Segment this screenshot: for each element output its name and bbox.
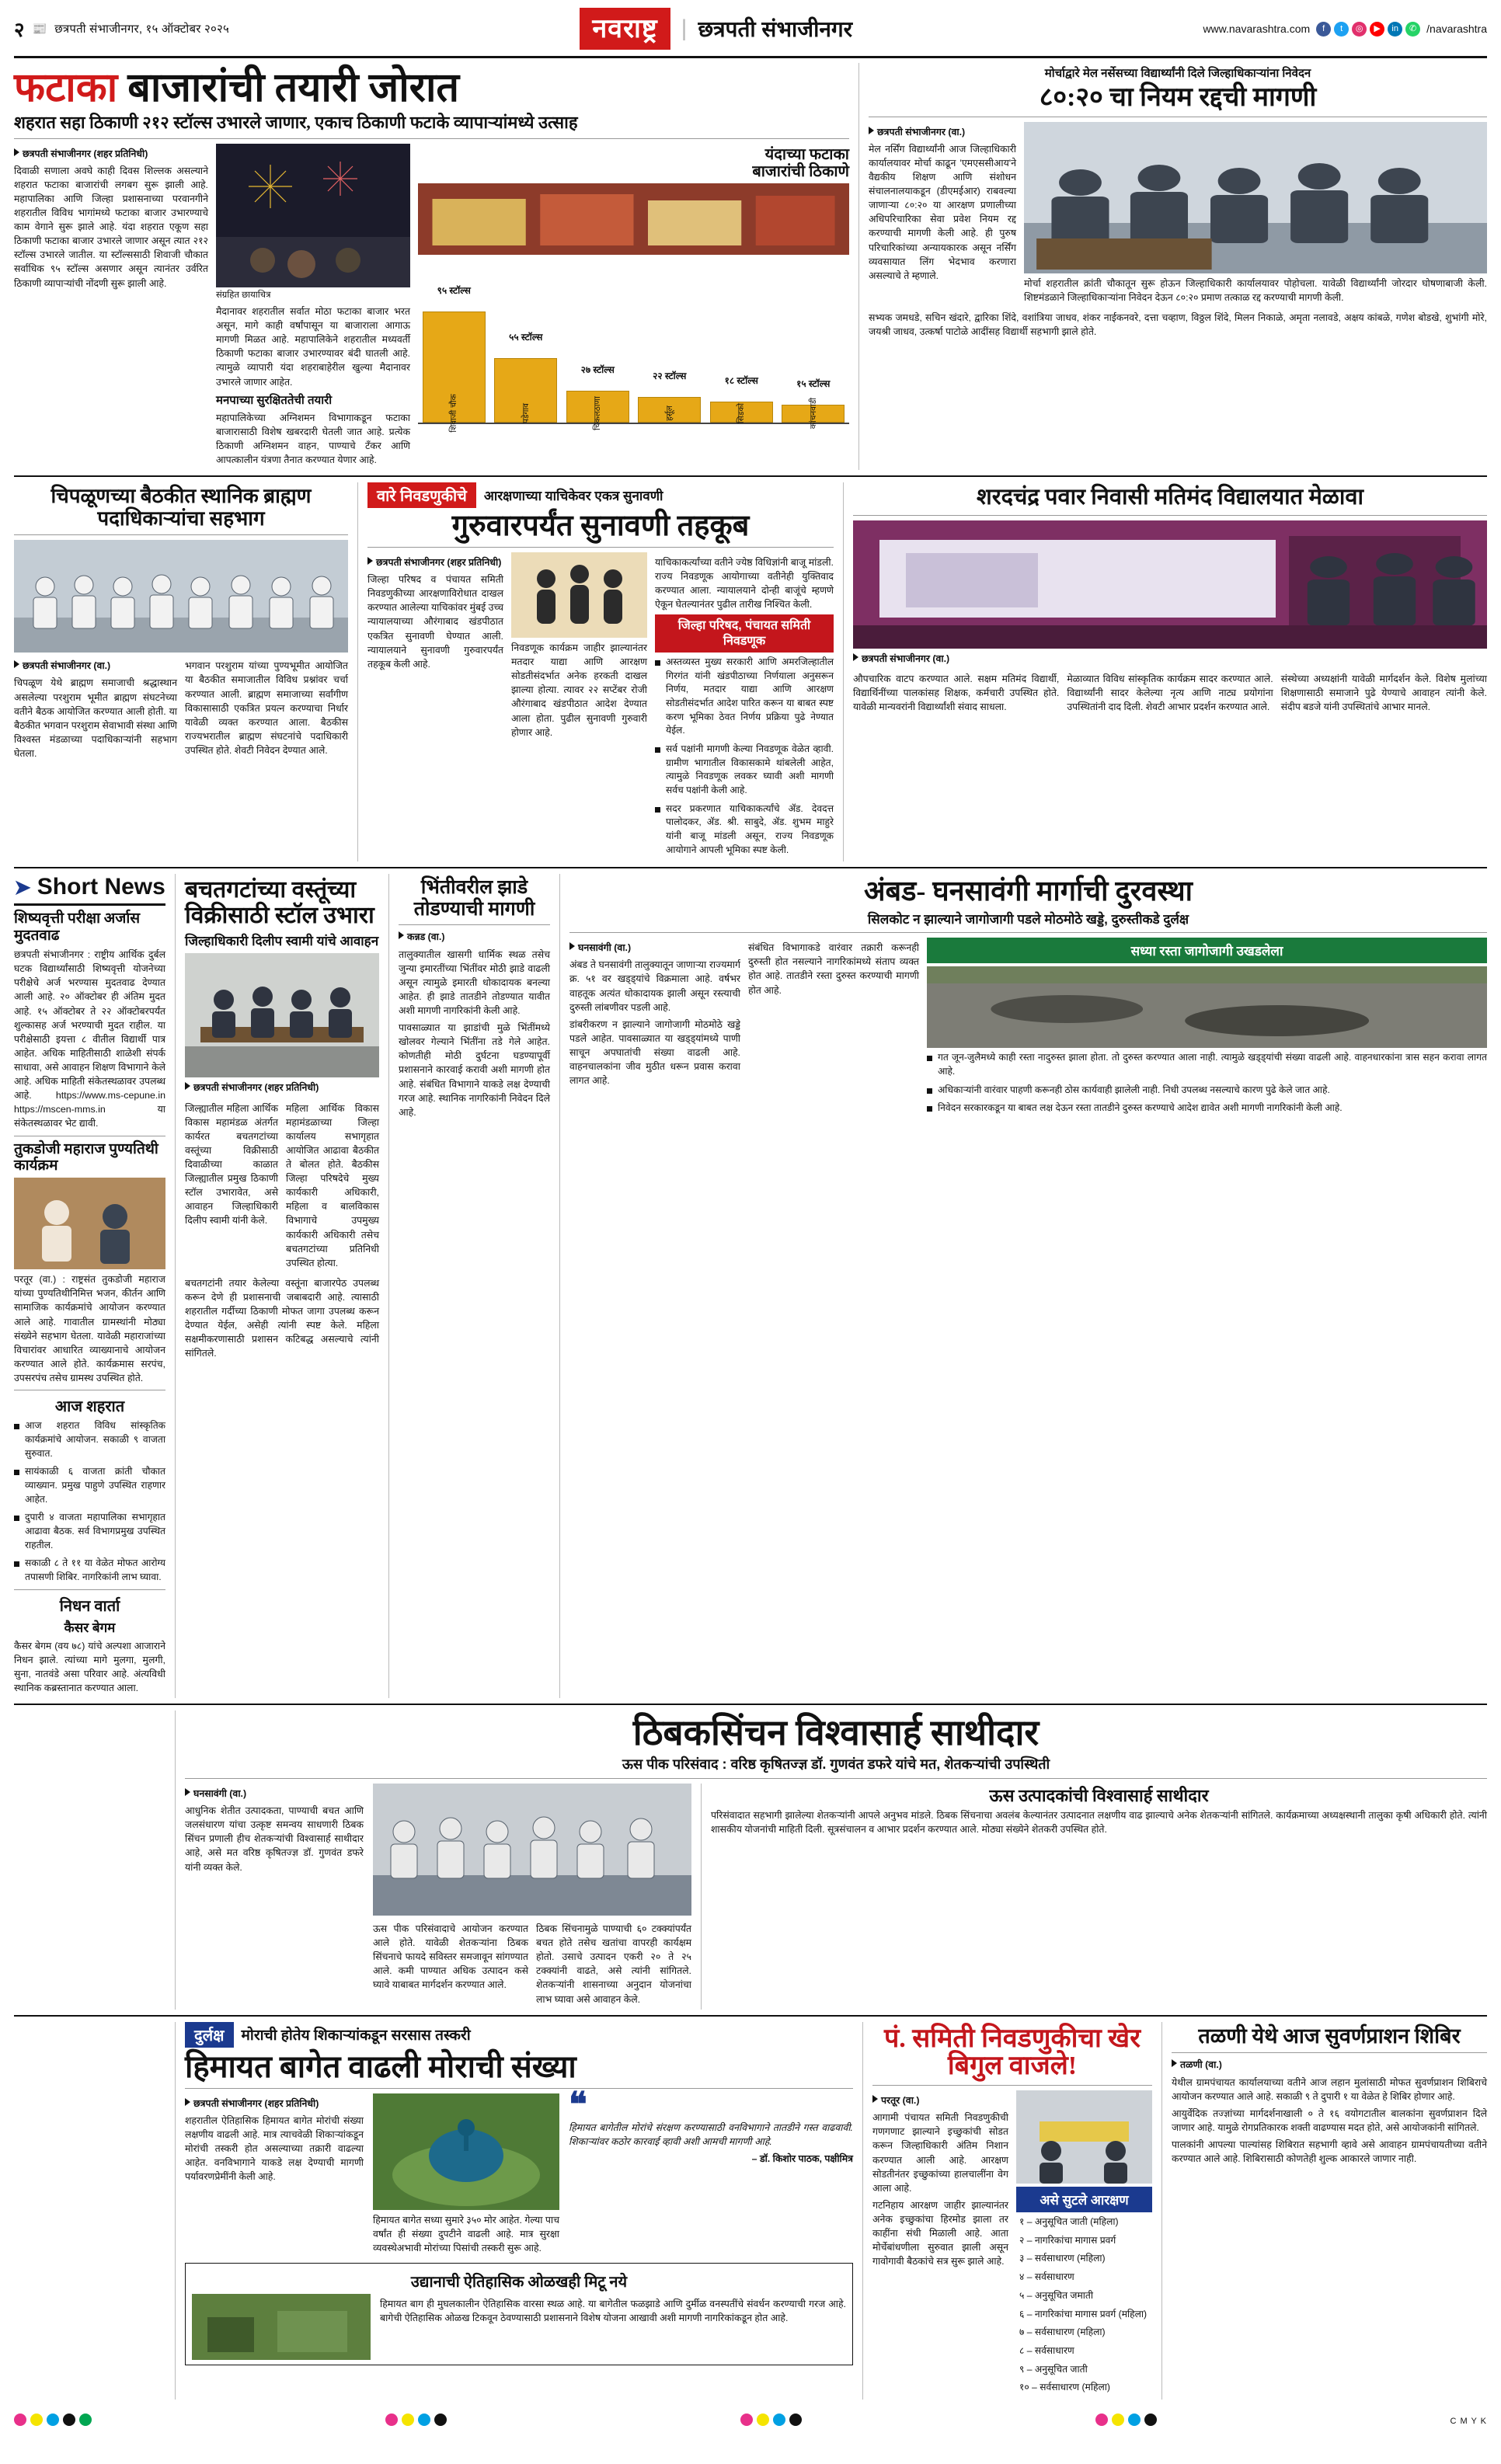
lead-body-2: मैदानावर शहरातील सर्वात मोठा फटाका बाजार भरत असून, मागे काही वर्षांपासून या बाजाराला आगाऊ मागणी मिळत आहे. महापालिकेने शहरातील मध्यवर्ती ठिकाणी फटाका बाजार उभारण्यावर बंदी घातली आहे. त्यामुळे व्यापारी यंदा शहराबाहेरील खुल्या मैदानावर उभारले जाणार आहेत. [216, 306, 410, 388]
thibak-band [14, 1711, 1487, 2010]
newspaper-logo: नवराष्ट्र [580, 8, 670, 50]
short-news-item-1-body: छत्रपती संभाजीनगर : राष्ट्रीय आर्थिक दुर्बल घटक विद्यार्थ्यांसाठी शिष्यवृत्ती योजनेच्या परीक्षेचे अर्ज भरण्यास मुदतवाढ देण्यात आली आहे. २० ऑक्टोबर ही अंतिम मुदत आहे. १५ ऑक्टोबर ते २२ ऑक्टोबरपर्यंत शुल्कासह अर्ज भरण्याची मुदत राहील. या परीक्षेसाठी इयत्ता ८ वीतील विद्यार्थी पात्र आहेत. अधिक माहितीसाठी शाळेशी संपर्क साधावा, असे आवाहन शिक्षण विभागाने केले आहे. अधिक माहिती संकेतस्थळावर उपलब्ध आहे. https://www.ms-cepune.in https://mscen-mms.in या संकेतस्थळावर भेट द्यावी. [14, 949, 165, 1129]
zp-band: जिल्हा परिषद, पंचायत समिती निवडणूक [655, 614, 834, 652]
chiplun-body-1: चिपळूण येथे ब्राह्मण समाजाची श्रद्धास्थान असलेल्या परशुराम भूमीत ब्राह्मण संघटनेच्या वतीने बैठक आयोजित करण्यात आली होती. या बैठकीत भगवान परशुराम सेवाभावी संस्था आणि विश्वस्त मंडळाच्या पदाधिकाऱ्यांनी सहभाग घेतला. [14, 677, 177, 759]
whatsapp-icon[interactable]: ✆ [1405, 22, 1420, 37]
story-panchayat [872, 2022, 1152, 2400]
lead-headline-accent: फटाका [14, 66, 118, 110]
durlaksh-sub-photo [192, 2294, 371, 2360]
reservation-item-6: ६ – नागरिकांचा मागास प्रवर्ग (महिला) [1019, 2308, 1148, 2320]
chart-bar [566, 364, 629, 430]
chart-bar [638, 370, 701, 423]
ambad-body-1: अंबड ते घनसावंगी तालुक्यातून जाणाऱ्या राज्यमार्ग क्र. ५१ वर खड्ड्यांचे विक्रमाला आहे. वर्षभर वाहतूक अत्यंत धोकादायक झाली असून रस्त्याची दुरुस्ती लांबणीवर पडली आहे. [569, 959, 740, 1013]
short-news-title: Short News [37, 874, 165, 900]
chart-bar-value: १५ स्टॉल्स [796, 378, 831, 390]
talni-byline-para [1172, 2058, 1487, 2072]
lead-body-3: महापालिकेच्या अग्निशमन विभागाकडून फटाका बाजारासाठी विशेष खबरदारी घेतली जात आहे. प्रत्येक ठिकाणी अग्निशमन वाहन, पाण्याचे टँकर आणि आपत्कालीन यंत्रणा तैनात करण्यात येणार आहे. [216, 412, 410, 466]
durlaksh-tag: दुर्लक्ष [185, 2022, 234, 2048]
bachatgat-subhead: जिल्हाधिकारी दिलीप स्वामी यांचे आवाहन [185, 934, 379, 949]
nidhan-varta-body: कैसर बेगम (वय ७८) यांचे अल्पशा आजाराने निधन झाले. त्यांच्या मागे मुलगा, मुलगी, सुना, नातवंडे असा परिवार आहे. अंत्यविधी स्थानिक कब्रस्तानात करण्यात आला. [14, 1640, 165, 1694]
chart-bar-label: चिकलठाणा [593, 395, 603, 430]
aarakshan-body-2: निवडणूक कार्यक्रम जाहीर झाल्यानंतर मतदार याद्या आणि आरक्षण सोडतीसंदर्भात अनेक हरकती दाखल झाल्या होत्या. त्यावर २२ सप्टेंबर रोजी औरंगाबाद खंडपीठात आदेश देण्यात आला होता. पुढील सुनावणी गुरुवारी होणार आहे. [511, 642, 647, 738]
aarakshan-body-3: याचिकाकर्त्यांच्या वतीने ज्येष्ठ विधिज्ञांनी बाजू मांडली. राज्य निवडणूक आयोगाच्या वतीनेही युक्तिवाद करण्यात आला. न्यायालयाने दोन्ही बाजूंचे म्हणणे ऐकून घेतल्यानंतर पुढील तारीख निश्चित केली. [655, 557, 834, 611]
top-right-body-2: मोर्चा शहरातील क्रांती चौकातून सुरू होऊन जिल्हाधिकारी कार्यालयावर पोहोचला. यावेळी विद्यार्थ्यांनी जोरदार घोषणाबाजी केली. शिष्टमंडळाने जिल्हाधिकाऱ्यांना निवेदन देऊन ८०:२० प्रमाण तत्काळ रद्द करण्याची मागणी केली. [1024, 277, 1487, 303]
lead-subhead-mid: मनपाच्या सुरक्षिततेची तयारी [216, 393, 333, 407]
bottom-left-spacer [14, 2022, 165, 2400]
lead-col-a [14, 144, 208, 471]
footer-marks [14, 2407, 1487, 2435]
chiplun-headline: चिपळूणच्या बैठकीत स्थानिक ब्राह्मण पदाधिकाऱ्यांचा सहभाग [50, 485, 312, 530]
ambad-bullet-3: निवेदन सरकारकडून या बाबत लक्ष देऊन रस्ता तातडीने दुरुस्त करण्याचे आदेश द्यावेत अशी मागणी नागरिकांनी केली आहे. [927, 1101, 1487, 1115]
chiplun-byline: छत्रपती संभाजीनगर (वा.) [23, 660, 111, 672]
reg-dots-left [14, 2407, 92, 2435]
chart-bar-label: शिवाजी चौक [449, 393, 459, 433]
lead-headline [14, 68, 849, 109]
ambad-bullet-list [927, 1051, 1487, 1115]
top-right-col-b [1024, 122, 1487, 308]
story-talni [1172, 2022, 1487, 2400]
ambad-body-3: संबंधित विभागाकडे वारंवार तक्रारी करूनही दुरुस्ती होत नसल्याने नागरिकांमध्ये संताप व्यक्त होत आहे. तातडीने रस्ता दुरुस्त करण्याची मागणी होत आहे. [748, 942, 919, 996]
story-ambad [569, 874, 1487, 1698]
bhinti-body-1: तालुक्यातील खासगी धार्मिक स्थळ तसेच जुन्या इमारतींच्या भिंतींवर मोठी झाडे वाढली असून त्यामुळे इमारती धोकादायक बनल्या आहेत. ही झाडे तातडीने तोडण्यात यावीत अशी मागणी नागरिकांनी केली आहे. [399, 948, 550, 1017]
reg-dots-mid2 [740, 2407, 802, 2435]
reservation-item-8: ८ – सर्वसाधारण [1019, 2344, 1074, 2356]
talni-body-1: येथील ग्रामपंचायत कार्यालयाच्या वतीने आज लहान मुलांसाठी मोफत सुवर्णप्राशन शिबिराचे आयोजन करण्यात आले आहे. सकाळी ९ ते दुपारी १ या वेळेत हे शिबिर होणार आहे. [1172, 2076, 1487, 2102]
story-aarakshan [367, 482, 834, 861]
thibak-side-body: परिसंवादात सहभागी झालेल्या शेतकऱ्यांनी आपले अनुभव मांडले. ठिबक सिंचनाचा अवलंब केल्यानंतर उत्पादनात लक्षणीय वाढ झाल्याचे अनेक शेतकऱ्यांनी सांगितले. कार्यक्रमाच्या अध्यक्षस्थानी तालुका कृषी अधिकारी होते. त्यांनी शासकीय योजनांची माहिती दिली. सूत्रसंचालन व आभार प्रदर्शन करण्यात आले. मोठ्या संख्येने शेतकरी उपस्थित होते. [711, 1810, 1487, 1836]
thibak-photo-panel [373, 1784, 691, 1916]
reservation-list [1016, 2215, 1152, 2395]
ambad-body-2: डांबरीकरण न झाल्याने जागोजागी मोठमोठे खड्डे पडले आहेत. पावसाळ्यात या खड्ड्यांमध्ये पाणी साचून अपघातांची संख्या वाढली आहे. वाहनचालकांना जीव मुठीत धरून प्रवास करावा लागत आहे. [569, 1018, 740, 1087]
panchayat-photo [1016, 2090, 1152, 2184]
bachatgat-photo-meeting [185, 953, 379, 1077]
zp-bullet-1: अस्तव्यस्त मुख्य सरकारी आणि अमरजिल्हातील गिरगंत यांनी खंडपीठाच्या निर्णयाला अनुसरून निर्णय, मतदार याद्या आणि आरक्षण सोडतीसंदर्भात आदेश पारित करून या बाबत स्पष्ट करण भूमिका ठेवत निर्णय प्रक्रिया पुढे नेण्यात येईल. [655, 656, 834, 738]
reg-dots-right [1095, 2407, 1157, 2435]
lead-photo-fireworks [216, 144, 410, 287]
story-bachatgat [185, 874, 379, 1698]
bachatgat-body-2: महिला आर्थिक विकास महामंडळाच्या जिल्हा कार्यालय सभागृहात आयोजित आढावा बैठकीत ते बोलत होते. बैठकीस जिल्हा परिषदेचे मुख्य कार्यकारी अधिकारी, महिला व बालविकास विभागाचे उपमुख्य कार्यकारी अधिकारी तसेच बचतगटांच्या प्रतिनिधी उपस्थित होत्या. [286, 1102, 379, 1269]
masthead-left [14, 15, 229, 43]
aaj-shahrat-item-3: दुपारी ४ वाजता महापालिका सभागृहात आढावा बैठक. सर्व विभागप्रमुख उपस्थित राहतील. [14, 1511, 165, 1552]
thibak-byline: घनसावंगी (वा.) [193, 1788, 247, 1800]
lead-chart-block [418, 144, 849, 471]
panchayat-byline-para [872, 2093, 1008, 2107]
aaj-shahrat-list [14, 1419, 165, 1585]
thibak-left-spacer [14, 1711, 165, 2010]
durlaksh-byline: छत्रपती संभाजीनगर (शहर प्रतिनिधी) [193, 2097, 319, 2109]
chiplun-body-2: भगवान परशुराम यांच्या पुण्यभूमीत आयोजित या बैठकीत समाजातील विविध प्रश्नांवर चर्चा करण्यात आली. ब्राह्मण समाजाच्या सर्वांगीण विकासासाठी एकत्रित प्रयत्न करण्याचा निर्धार यावेळी व्यक्त करण्यात आला. बैठकीस राज्यभरातील ब्राह्मण संघटनांचे पदाधिकारी उपस्थित होते. शेवटी निवेदन देण्यात आले. [185, 660, 348, 756]
chart-bar [710, 374, 773, 423]
lead-photo-stall [418, 183, 849, 255]
short-news-photo [14, 1178, 165, 1269]
lead-col-b [216, 144, 410, 471]
chart-bar-value: १८ स्टॉल्स [724, 374, 758, 386]
story-durlaksh [185, 2022, 853, 2400]
lead-story [14, 63, 849, 470]
sharad-byline: छत्रपती संभाजीनगर (वा.) [862, 653, 950, 665]
reservation-item-4: ४ – सर्वसाधारण [1019, 2271, 1074, 2283]
chart-bar-value: २७ स्टॉल्स [580, 364, 615, 376]
zp-bullet-3: सदर प्रकरणात याचिकाकर्त्यांचे ॲड. देवदत्त पालोदकर, ॲड. श्री. साबुदे, ॲड. शुभम माहुरे यांनी बाजू मांडली असून, राज्य निवडणूक आयोगाने आपली भूमिका स्पष्ट केली. [655, 802, 834, 858]
reservation-item-9: ९ – अनुसूचित जाती [1019, 2363, 1088, 2375]
panchayat-band: असे सुटले आरक्षण [1016, 2187, 1152, 2212]
dateline: छत्रपती संभाजीनगर, १५ ऑक्टोबर २०२५ [54, 23, 229, 36]
sharad-body-2: मेळाव्यात विविध सांस्कृतिक कार्यक्रम सादर करण्यात आले. विद्यार्थ्यांनी सादर केलेल्या नृत्य आणि नाट्य प्रयोगांना उपस्थितांनी दाद दिली. शेवटी आभार प्रदर्शन करण्यात आले. [1067, 673, 1273, 713]
story-chiplun [14, 482, 348, 861]
durlaksh-body-1: शहरातील ऐतिहासिक हिमायत बागेत मोरांची संख्या लक्षणीय वाढली आहे. मात्र त्याचवेळी शिकाऱ्यांकडून मोरांची तस्करी होत असल्याच्या तक्रारी वाढल्या आहेत. वनविभागाने याकडे लक्ष देण्याची मागणी पर्यावरणप्रेमींनी केली आहे. [185, 2114, 364, 2183]
aarakshan-tag: वारे निवडणुकीचे [367, 482, 476, 508]
masthead-right [1203, 22, 1487, 37]
lead-byline: छत्रपती संभाजीनगर (शहर प्रतिनिधी) [23, 148, 148, 159]
dateline-icon: 📰 [32, 23, 47, 36]
nidhan-varta-name: कैसर बेगम [64, 1620, 116, 1635]
reservation-item-3: ३ – सर्वसाधारण (महिला) [1019, 2253, 1106, 2264]
short-news-item-1 [14, 910, 165, 1130]
ambad-bullet-1: गत जून-जुलैमध्ये काही रस्ता नादुरुस्त झाला होता. तो दुरुस्त करण्यात आला नाही. त्यामुळे खड्ड्यांची संख्या वाढली आहे. वाहनधारकांना त्रास सहन करावा लागत आहे. [927, 1051, 1487, 1078]
story-sharad [853, 482, 1487, 861]
thibak-body-2: ऊस पीक परिसंवादाचे आयोजन करण्यात आले होते. यावेळी शेतकऱ्यांना ठिबक सिंचनाचे फायदे सविस्तर समजावून सांगण्यात आले. कमी पाण्यात अधिक उत्पादन कसे घ्यावे याबाबत मार्गदर्शन करण्यात आले. [373, 1923, 528, 1991]
chart-bar-label: सिडको [737, 402, 747, 423]
sharad-byline-para [853, 652, 1487, 666]
short-news-item-1-head: शिष्यवृत्ती परीक्षा अर्जास मुदतवाढ [14, 910, 141, 945]
chart-bar [782, 378, 845, 429]
bachatgat-byline-para [185, 1081, 379, 1095]
top-right-body-1: मेल नर्सिंग विद्यार्थ्यांनी आज जिल्हाधिकारी कार्यालयावर मोर्चा काढून 'एमएससीआय'ने वैद्यकीय शिक्षण आणि संशोधन संचालनालयाकडून (डीएमईआर) राबवल्या जाणाऱ्या ८०:२० या आरक्षण प्रणालीच्या अधिपरिचारिका सेवा प्रवेश नियम रद्द करण्याची मागणी केली आहे. ही पुरुष परिचारिकांच्या अन्यायकारक असून नर्सिंग व्यवसायात लिंग भेदभाव करणारा असल्याचे ते म्हणाले. [869, 143, 1016, 281]
chart-bar-value: २२ स्टॉल्स [653, 370, 687, 381]
aarakshan-illustration [511, 552, 647, 638]
chart-bar-label: कांचनवाडी [808, 397, 818, 429]
chart-bar-value: ५५ स्टॉल्स [509, 332, 543, 343]
chart-bar [423, 285, 486, 433]
zp-bullet-list [655, 656, 834, 858]
talni-body-3: पालकांनी आपल्या पाल्यांसह शिबिरात सहभागी व्हावे असे आवाहन ग्रामपंचायतीच्या वतीने करण्यात आले आहे. शिबिरासाठी कोणतेही शुल्क आकारले जाणार नाही. [1172, 2139, 1487, 2165]
aarakshan-headline: गुरुवारपर्यंत सुनावणी तहकूब [451, 510, 750, 543]
top-block [14, 63, 1487, 470]
zp-bullet-2: सर्व पक्षांनी मागणी केल्या निवडणूक वेळेत व्हावी. ग्रामीण भागातील विकासकामे थांबलेली आहेत, त्यामुळे निवडणूक लवकर घ्यावी अशी मागणी सर्वच पक्षांनी केली आहे. [655, 743, 834, 798]
chart-heading-line2: बाजारांची ठिकाणे [752, 162, 849, 180]
ambad-bullet-2: अधिकाऱ्यांनी वारंवार पाहणी करूनही ठोस कार्यवाही झालेली नाही. निधी उपलब्ध नसल्याचे कारण पुढे केले जात आहे. [927, 1084, 1487, 1098]
lead-subhead: शहरात सहा ठिकाणी २१२ स्टॉल्स उभारले जाणार, एकाच ठिकाणी फटाके व्यापाऱ्यांमध्ये उत्साह [14, 113, 578, 133]
linkedin-icon[interactable]: in [1388, 22, 1402, 37]
sharad-headline: शरदचंद्र पवार निवासी मतिमंद विद्यालयात मेळावा [977, 485, 1363, 510]
bhinti-byline-para [399, 930, 550, 944]
durlaksh-quote: हिमायत बागेतील मोरांचे संरक्षण करण्यासाठी वनविभागाने तातडीने गस्त वाढवावी. शिकाऱ्यांवर कठोर कारवाई व्हावी अशी आमची मागणी आहे. [569, 2121, 853, 2147]
page-number: २ [14, 18, 25, 41]
panchayat-headline: पं. समिती निवडणुकीचा खेर बिगुल वाजले! [883, 2024, 1141, 2081]
top-right-byline: छत्रपती संभाजीनगर (वा.) [877, 126, 966, 137]
durlaksh-photo-peacock [373, 2093, 559, 2210]
thibak-headline: ठिबकसिंचन विश्वासार्ह साथीदार [632, 1713, 1040, 1753]
reservation-item-1: १ – अनुसूचित जाती (महिला) [1019, 2216, 1119, 2228]
bachatgat-body-1: जिल्ह्यातील महिला आर्थिक विकास महामंडळ अंतर्गत कार्यरत बचतगटांच्या वस्तूंच्या विक्रीसाठी दिवाळीच्या काळात जिल्ह्यातील प्रमुख ठिकाणी स्टॉल उभारावेत, असे आवाहन जिल्हाधिकारी दिलीप स्वामी यांनी केले. [185, 1102, 278, 1227]
reg-dots-mid1 [385, 2407, 447, 2435]
second-band [14, 482, 1487, 861]
bottom-band [14, 2022, 1487, 2400]
durlaksh-sub-head: उद्यानाची ऐतिहासिक ओळखही मिटू नये [410, 2274, 628, 2292]
talni-byline: तळणी (वा.) [1180, 2059, 1222, 2071]
facebook-icon[interactable]: f [1316, 22, 1331, 37]
ambad-photo-road [927, 966, 1487, 1048]
social-icons[interactable] [1316, 22, 1420, 37]
bachatgat-byline: छत्रपती संभाजीनगर (शहर प्रतिनिधी) [193, 1082, 319, 1094]
panchayat-body-2: गटनिहाय आरक्षण जाहीर झाल्यानंतर अनेक इच्छुकांचा हिरमोड झाला तर काहींना संधी मिळाली आहे. आता मोर्चेबांधणीला सुरुवात झाली असून गावोगावी बैठकांचे सत्र सुरू झाले आहे. [872, 2199, 1008, 2267]
chart-bar-label: हर्सूल [664, 405, 674, 421]
durlaksh-body-2: हिमायत बागेत सध्या सुमारे ३५० मोर आहेत. गेल्या पाच वर्षांत ही संख्या दुपटीने वाढली आहे. मात्र सुरक्षा व्यवस्थेअभावी मोरांच्या पिसांची तस्करी सुरू आहे. [373, 2214, 559, 2253]
top-right-kicker: मोर्चाद्वारे मेल नर्सेसच्या विद्यार्थ्यांनी दिले जिल्हाधिकाऱ्यांना निवेदन [1044, 67, 1311, 80]
lead-body-1: दिवाळी सणाला अवघे काही दिवस शिल्लक असल्याने शहरात फटाका बाजारांची लगबग सुरू झाली आहे. महापालिका आणि जिल्हा प्रशासनाच्या परवानगीने शहरातील विविध भागांमध्ये फटाका बाजार उभारण्याचे काम वेगाने सुरू झाले आहे. यंदा शहरात एकूण सहा ठिकाणी फटाका बाजार उभारले जाणार असून त्यात २१२ स्टॉल्स उभारले जातील. या स्टॉल्ससाठी शिवाजी चौकात सर्वाधिक ९५ स्टॉल्स असणार असून त्यानंतर उर्वरित ठिकाणी व्यापाऱ्यांची नोंदणी सुरू झाली आहे. [14, 165, 208, 289]
short-news-item-2-head: तुकडोजी महाराज पुण्यतिथी कार्यक्रम [14, 1140, 158, 1175]
talni-headline: तळणी येथे आज सुवर्णप्राशन शिबिर [1198, 2024, 1461, 2048]
lead-byline-para [14, 147, 208, 161]
reservation-item-5: ५ – अनुसूचित जमाती [1019, 2289, 1094, 2301]
sharad-photo-event [853, 520, 1487, 649]
panchayat-body-1: आगामी पंचायत समिती निवडणुकीची गणगणाट झाल्याने इच्छुकांची सोडत करून जिल्हाधिकारी अंतिम निशान करण्यात आली आहे. आरक्षण सोडतीनंतर इच्छुकांच्या हालचालींना वेग आला आहे. [872, 2112, 1008, 2194]
reservation-item-7: ७ – सर्वसाधारण (महिला) [1019, 2327, 1106, 2338]
ambad-byline: घनसावंगी (वा.) [578, 942, 632, 954]
chiplun-photo-group [14, 540, 348, 653]
panchayat-byline: परतूर (वा.) [881, 2095, 920, 2107]
short-news-header [14, 874, 165, 906]
thibak-side-head: ऊस उत्पादकांची विश्वासार्ह साथीदार [989, 1786, 1209, 1806]
third-band [14, 874, 1487, 1698]
bhinti-byline: कन्नड (वा.) [407, 931, 445, 943]
thibak-body-3: ठिबक सिंचनामुळे पाण्याची ६० टक्क्यांपर्यंत बचत होते तसेच खतांचा वापरही कार्यक्षम होतो. उसाचे उत्पादन एकरी २० ते २५ टक्क्यांनी वाढते, असे त्यांनी सांगितले. शेतकऱ्यांनी शासनाच्या अनुदान योजनांचा लाभ घ्यावा असे आवाहन केले. [536, 1923, 691, 2005]
thibak-body-1: आधुनिक शेतीत उत्पादकता, पाण्याची बचत आणि जलसंधारण यांचा उत्कृष्ट समन्वय साधणारी ठिबक सिंचन प्रणाली हीच शेतकऱ्यांची विश्वासार्ह साथीदार आहे, असे मत वरिष्ठ कृषितज्ज्ञ डॉ. गुणवंत डफरे यांनी व्यक्त केले. [185, 1805, 364, 1873]
masthead [14, 8, 1487, 58]
ambad-subhead: सिलकोट न झाल्याने जागोजागी पडले मोठमोठे खड्डे, दुरुस्तीकडे दुर्लक्ष [867, 912, 1189, 927]
talni-body-2: आयुर्वेदिक तज्ज्ञांच्या मार्गदर्शनाखाली ० ते १६ वयोगटातील बालकांना सुवर्णप्राशन दिले जाणार आहे. यामुळे रोगप्रतिकारक शक्ती वाढण्यास मदत होते, असे आयोजकांनी सांगितले. [1172, 2107, 1487, 2133]
top-right-col-a [869, 122, 1016, 308]
chart-heading-line1: यंदाच्या फटाका [764, 145, 849, 163]
short-news-item-2 [14, 1141, 165, 1386]
thibak-subhead: ऊस पीक परिसंवाद : वरिष्ठ कृषितज्ज्ञ डॉ. गुणवंत डफरे यांचे मत, शेतकऱ्यांची उपस्थिती [622, 1756, 1050, 1773]
aarakshan-kicker: आरक्षणाच्या याचिकेवर एकत्र सुनावणी [483, 489, 663, 504]
bachatgat-body-3: बचतगटांनी तयार केलेल्या वस्तूंना बाजारपेठ उपलब्ध करून देणे ही प्रशासनाची जबाबदारी आहे. त्यासाठी शहरातील गर्दीच्या ठिकाणी मोफत जागा उपलब्ध करून देण्यात येईल, असेही त्यांनी स्पष्ट केले. महिला सक्षमीकरणासाठी प्रशासन कटिबद्ध असल्याचे त्यांनी सांगितले. [185, 1277, 379, 1359]
lead-photo-caption: संग्रहित छायाचित्र [216, 290, 271, 300]
top-right-byline-para [869, 125, 1016, 139]
aarakshan-byline-para [367, 555, 503, 569]
social-handle[interactable]: /navarashtra [1426, 23, 1487, 35]
youtube-icon[interactable]: ▶ [1370, 22, 1384, 37]
durlaksh-subbox [185, 2263, 853, 2365]
quote-icon: ❝ [569, 2085, 587, 2124]
chiplun-byline-para [14, 659, 177, 673]
short-news-column [14, 874, 165, 1698]
ambad-band: सध्या रस्ता जागोजागी उखडलेला [927, 938, 1487, 963]
sharad-body-3: संस्थेच्या अध्यक्षांनी यावेळी मार्गदर्शन केले. विशेष मुलांच्या शिक्षणासाठी समाजाने पुढे येण्याचे आवाहन त्यांनी केले. संदीप बडजे यांनी उपस्थितांचे आभार मानले. [1280, 673, 1487, 713]
durlaksh-kicker: मोराची होतेय शिकाऱ्यांकडून सरसास तस्करी [241, 2027, 471, 2045]
story-thibak [185, 1711, 1487, 2010]
ambad-headline: अंबड- घनसावंगी मार्गाची दुरवस्था [864, 875, 1193, 907]
top-right-photo-delegation [1024, 122, 1487, 273]
top-right-body-3: सभ्यक जमधडे, सचिन खंदारे, द्वारिका शिंदे, वशांत्रिया जाधव, शंकर नाईकनवरे, दत्ता चव्हाण, विठ्ठल शिंदे, मिलन निकाळे, अमृता नलावडे, अक्षय कांबळे, गणेश बोडखे, शुभांगी मोरे, जयश्री जाधव, उत्कर्षा पाटोळे आदींसह विद्यार्थी सहभागी झाले होते. [869, 311, 1487, 338]
durlaksh-quote-author: – डॉ. किशोर पाठक, पक्षीमित्र [751, 2153, 853, 2164]
nidhan-varta-title: निधन वार्ता [59, 1597, 120, 1615]
chart-bar [494, 332, 557, 423]
aarakshan-body-1: जिल्हा परिषद व पंचायत समिती निवडणुकीच्या आरक्षणाविरोधात दाखल करण्यात आलेल्या याचिकांवर मुंबई उच्च न्यायालयाच्या औरंगाबाद खंडपीठात एकत्रित सुनावणी घेण्यात आली. न्यायालयाने सुनावणी गुरुवारपर्यंत तहकूब केली आहे. [367, 574, 503, 670]
sharad-body-1: औपचारिक वाटप करण्यात आले. सक्षम मतिमंद विद्यार्थी, विद्यार्थिनींच्या पालकांसह शिक्षक, कर्मचारी उपस्थित होते. यावेळी मान्यवरांनी विद्यार्थ्यांशी संवाद साधला. [853, 673, 1060, 713]
durlaksh-sub-body: हिमायत बाग ही मुघलकालीन ऐतिहासिक वारसा स्थळ आहे. या बागेतील फळझाडे आणि दुर्मीळ वनस्पतींचे संवर्धन करण्याची गरज आहे. बागेची ऐतिहासिक ओळख टिकवून ठेवण्यासाठी प्रशासनाने विशेष योजना आखावी अशी मागणी नागरिकांकडून होत आहे. [380, 2299, 846, 2324]
aarakshan-byline: छत्रपती संभाजीनगर (शहर प्रतिनिधी) [376, 557, 502, 569]
durlaksh-headline: हिमायत बागेत वाढली मोराची संख्या [185, 2048, 576, 2084]
reservation-item-2: २ – नागरिकांचा मागास प्रवर्ग [1019, 2234, 1116, 2246]
bhinti-headline: भिंतीवरील झाडे तोडण्याची मागणी [413, 877, 535, 920]
top-right-story [869, 63, 1487, 470]
bhinti-body-2: पावसाळ्यात या झाडांची मुळे भिंतींमध्ये खोलवर गेल्याने भिंतींना तडे गेले आहेत. कोणतीही मोठी दुर्घटना घडण्यापूर्वी प्रशासनाने कारवाई करावी अशी मागणी होत आहे. संबंधित विभागाने याकडे लक्ष देण्याची गरज आहे. स्थानिक नागरिकांनी निवेदन दिले आहे. [399, 1022, 550, 1118]
ambad-byline-para [569, 941, 740, 955]
instagram-icon[interactable]: ◎ [1352, 22, 1367, 37]
durlaksh-byline-para [185, 2097, 364, 2111]
bachatgat-headline: बचतगटांच्या वस्तूंच्या विक्रीसाठी स्टॉल उभारा [185, 877, 374, 929]
aaj-shahrat-item-2: सायंकाळी ६ वाजता क्रांती चौकात व्याख्यान. प्रमुख पाहुणे उपस्थित राहणार आहेत. [14, 1465, 165, 1506]
chart-bar-label: पडेगाव [521, 402, 531, 423]
twitter-icon[interactable]: t [1334, 22, 1349, 37]
masthead-logo-group: नवराष्ट्र | छत्रपती संभाजीनगर [580, 8, 852, 50]
chart-bar-value: ९५ स्टॉल्स [437, 285, 471, 297]
thibak-byline-para [185, 1787, 364, 1801]
website-url[interactable]: www.navarashtra.com [1203, 23, 1311, 35]
aaj-shahrat-item-1: आज शहरात विविध सांस्कृतिक कार्यक्रमांचे आयोजन. सकाळी ९ वाजता सुरुवात. [14, 1419, 165, 1460]
firecracker-stalls-chart [418, 269, 849, 433]
short-news-section2-title: आज शहरात [54, 1398, 125, 1416]
edition-name: छत्रपती संभाजीनगर [698, 17, 853, 41]
chevron-right-icon: ➤ [14, 875, 31, 899]
reservation-item-10: १० – सर्वसाधारण (महिला) [1019, 2382, 1110, 2393]
short-news-item-2-body: परतूर (वा.) : राष्ट्रसंत तुकडोजी महाराज यांच्या पुण्यतिथीनिमित्त भजन, कीर्तन आणि सामाजिक कार्यक्रमांचे आयोजन करण्यात आले आहे. गावातील ग्रामस्थांनी मोठ्या संख्येने सहभाग घेतला. यावेळी महाराजांच्या विचारांवर आधारित व्याख्यानाचे आयोजन करण्यात आले होते. कार्यक्रमास सरपंच, उपसरपंच तसेच ग्रामस्थ उपस्थित होते. [14, 1274, 165, 1384]
lead-headline-rest: बाजारांची तयारी जोरात [127, 66, 460, 110]
top-right-headline: ८०:२० चा नियम रद्दची मागणी [1039, 83, 1317, 112]
aaj-shahrat-item-4: सकाळी ८ ते ११ या वेळेत मोफत आरोग्य तपासणी शिबिर. नागरिकांनी लाभ घ्यावा. [14, 1557, 165, 1584]
story-bhinti [399, 874, 550, 1698]
cmyk-mark: C M Y K [1450, 2416, 1487, 2426]
